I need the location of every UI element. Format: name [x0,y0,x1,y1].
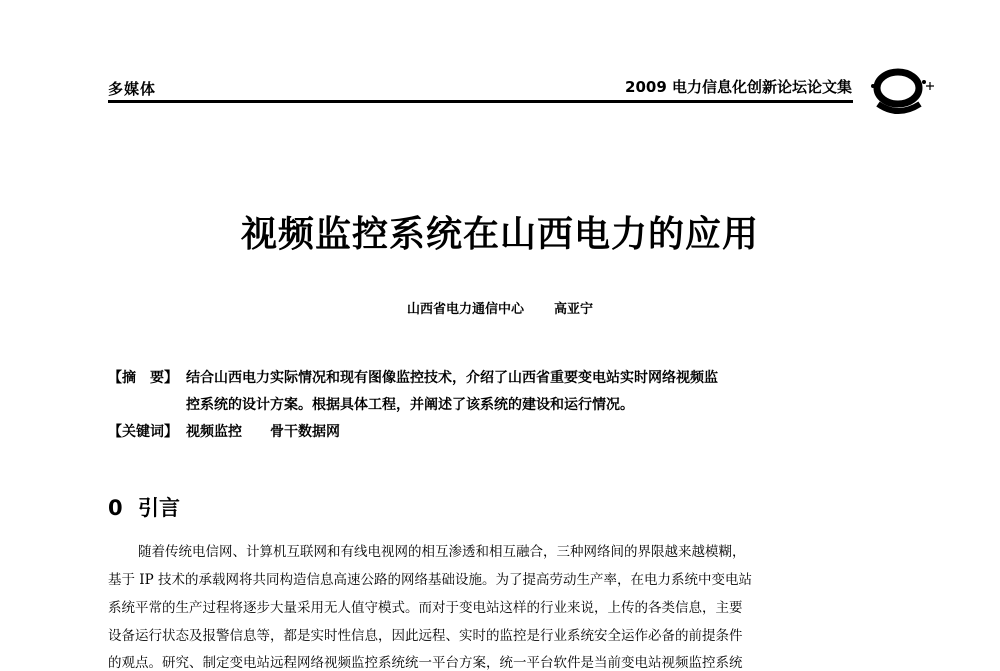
section-heading [108,492,180,522]
body-line: 的观点。研究、制定变电站远程网络视频监控系统统一平台方案，统一平台软件是当前变电站视频监控系统 [108,655,743,671]
body-line: 系统平常的生产过程将逐步大量采用无人值守模式。而对于变电站这样的行业来说，上传的各类信息，主要 [108,600,743,616]
keywords-label: 【关键词】 [108,424,178,440]
header-rule [108,100,853,103]
section-number: 0 [108,496,123,520]
body-line: 随着传统电信网、计算机互联网和有线电视网的相互渗透和相互融合，三种网络间的界限越来越模糊， [138,544,746,560]
abstract-label: 【摘 要】 [108,370,178,386]
abstract-row [108,367,718,387]
byline [0,298,1000,317]
article-title: 视频监控系统在山西电力的应用 [240,214,759,255]
running-header-journal: 2009 电力信息化创新论坛论文集 [625,78,852,96]
section-title: 引言 [138,496,180,520]
running-header-section: 多媒体 [108,80,157,98]
body-line: 设备运行状态及报警信息等，都是实时性信息，因此远程、实时的监控是行业系统安全运作必备的前提条件 [108,628,743,644]
keywords-text: 视频监控 骨干数据网 [186,424,340,440]
keywords-row [108,421,340,441]
author-name: 高亚宁 [554,302,594,317]
conference-logo-icon [860,64,940,116]
abstract-line-2: 控系统的设计方案。根据具体工程，并阐述了该系统的建设和运行情况。 [186,397,634,413]
abstract-line-1: 结合山西电力实际情况和现有图像监控技术，介绍了山西省重要变电站实时网络视频监 [186,370,718,386]
author-affiliation: 山西省电力通信中心 [406,302,524,317]
body-line: 基于 IP 技术的承载网将共同构造信息高速公路的网络基础设施。为了提高劳动生产率，在电力系统中变电站 [108,572,752,588]
